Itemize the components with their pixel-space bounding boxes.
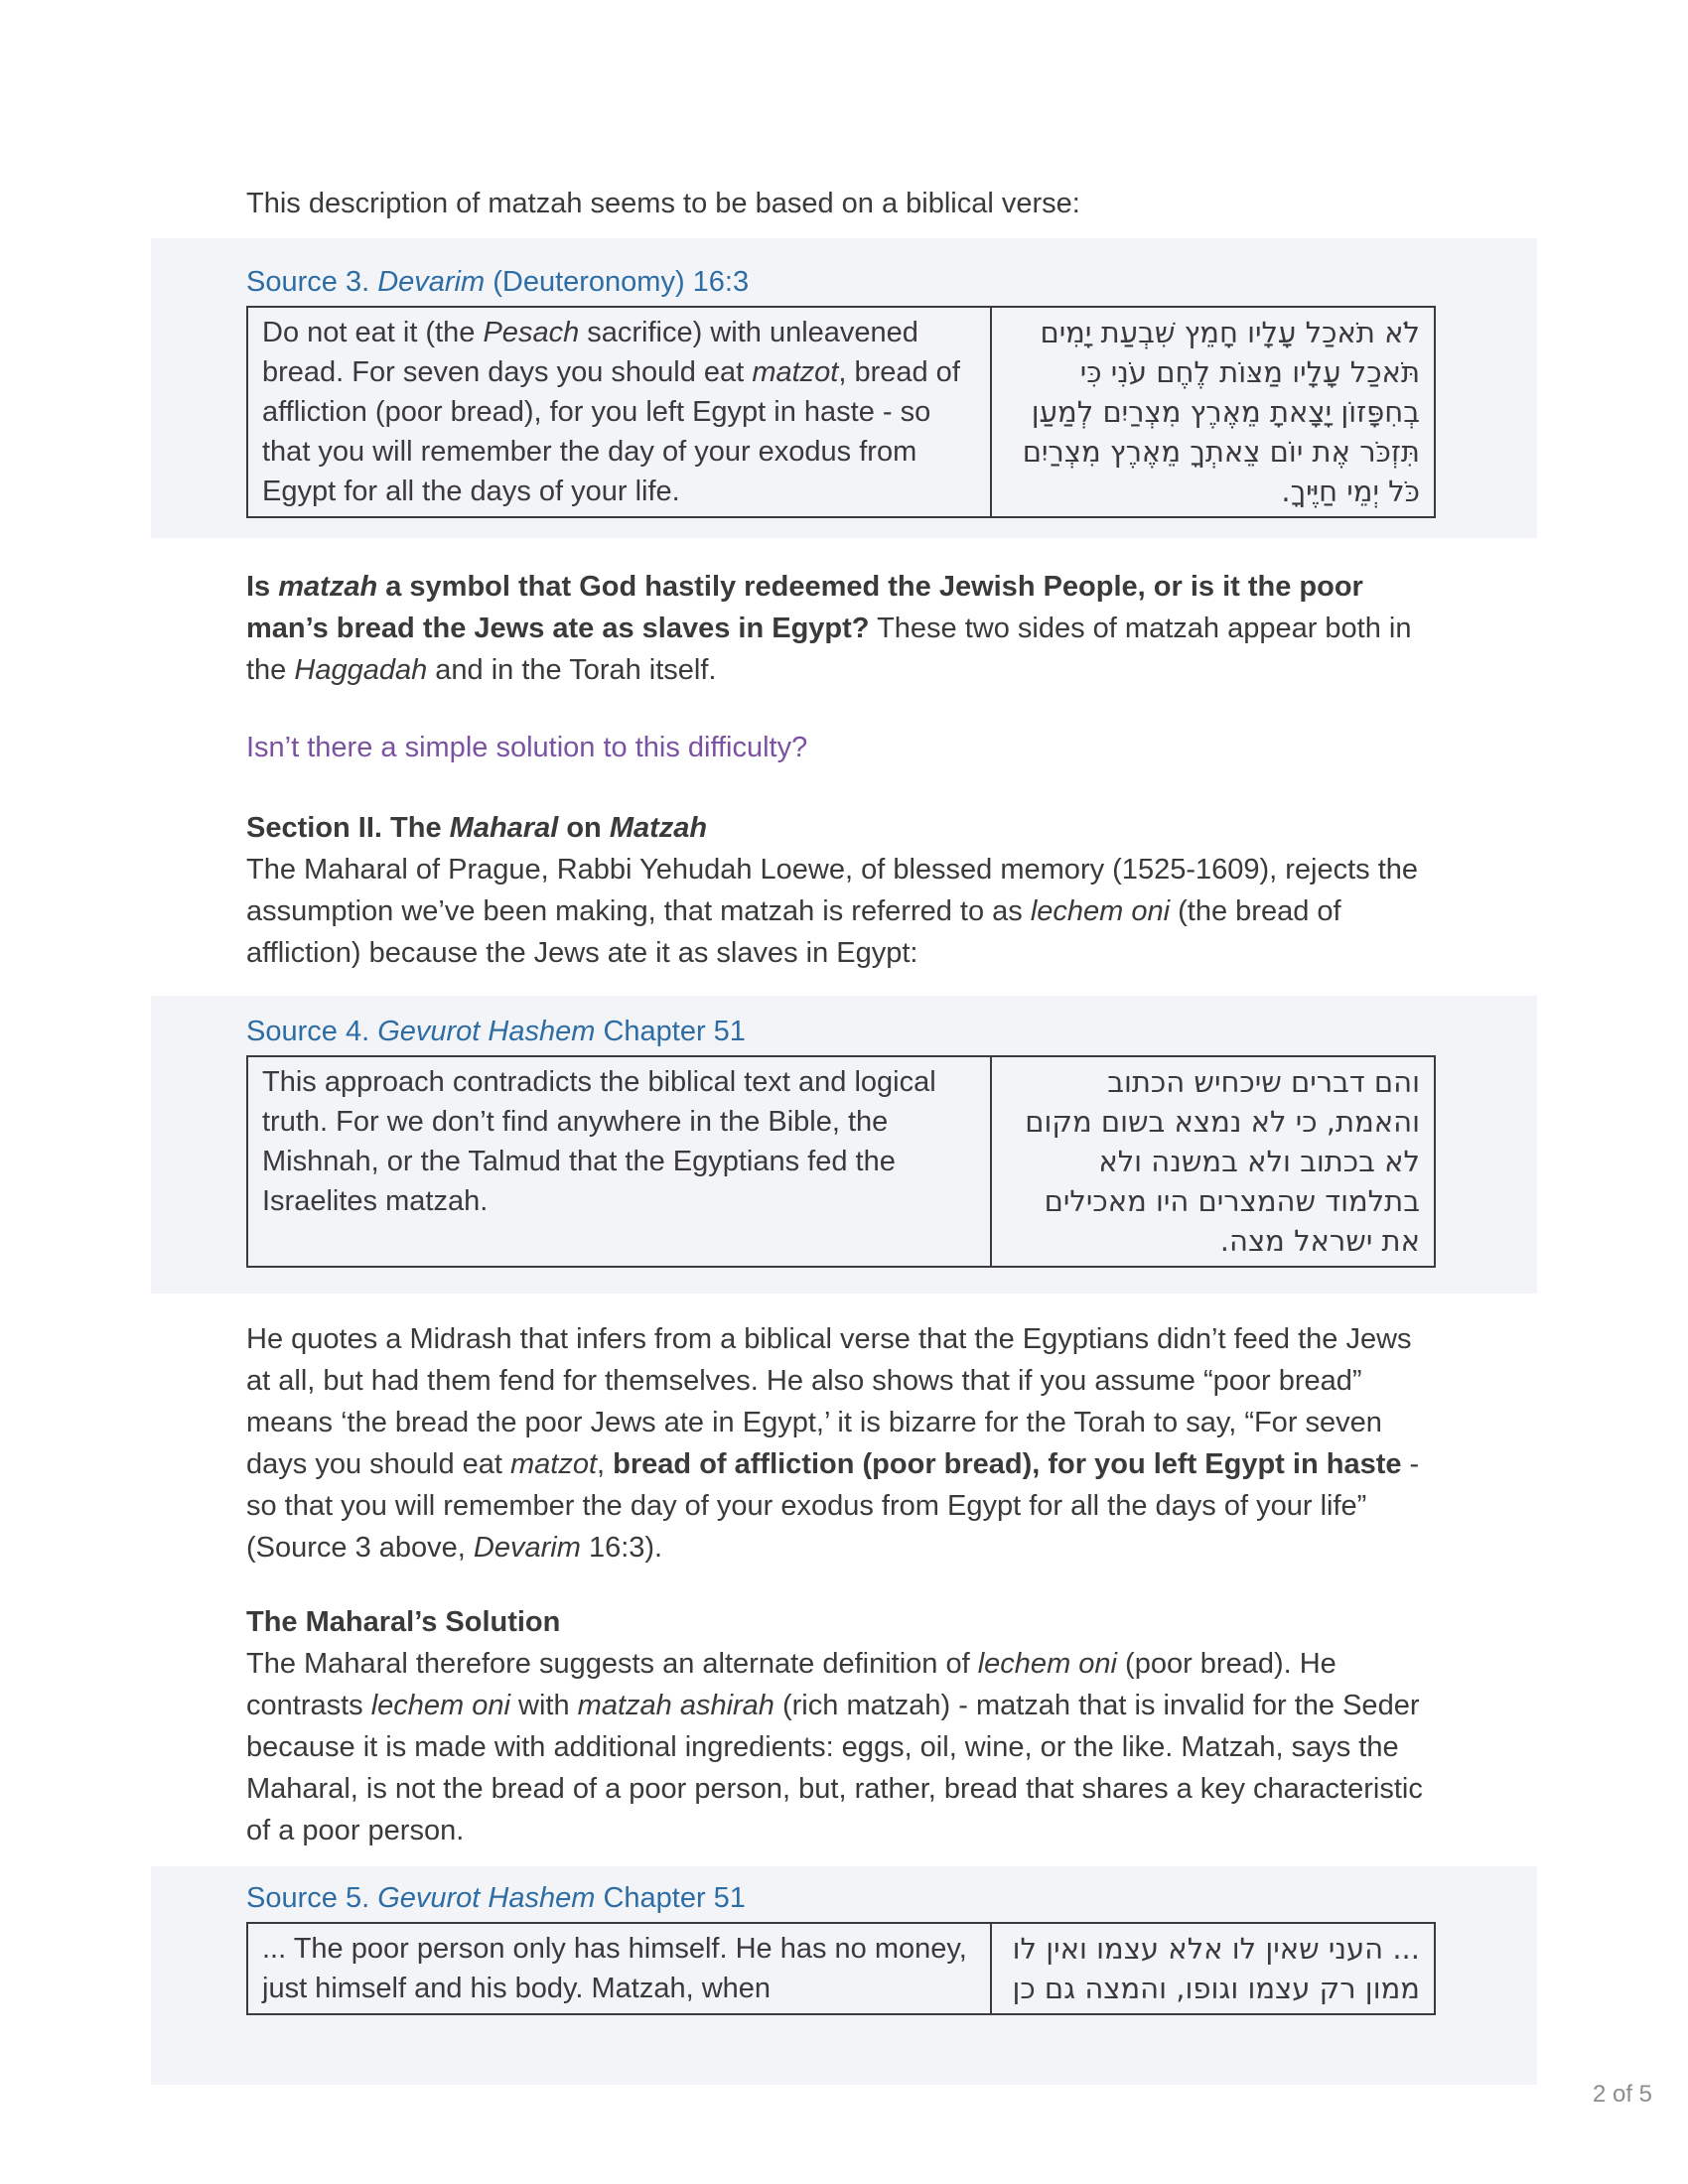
table-row [247,307,1435,517]
intro-paragraph: This description of matzah seems to be based on a biblical verse: [246,188,1080,219]
source-4-table [246,1055,1436,1268]
discussion-question: Isn’t there a simple solution to this difficulty? [246,732,808,763]
solution-heading: The Maharal’s Solution [246,1606,561,1638]
source-4-block [151,996,1537,1294]
source-3-heading: Source 3. Devarim (Deuteronomy) 16:3 [246,266,750,298]
source-4-english-cell: This approach contradicts the biblical text and logical truth. For we don’t find anywhere in the Bible, the Mishnah, or the Talmud that the Egyptians fed the Israelites matzah. [247,1056,991,1267]
source-3-table [246,306,1436,518]
source-5-table [246,1922,1436,2015]
source-5-block [151,1866,1537,2085]
source-5-hebrew-cell: ... העני שאין לו אלא עצמו ואין לו ממון רק עצמו וגופו, והמצה גם כן [991,1923,1435,2014]
question-paragraph: Is matzah a symbol that God hastily redeemed the Jewish People, or is it the poor man’s bread the Jews ate as slaves in Egypt? These two sides of matzah appear both in the Haggadah and in the Torah itself. [246,571,1412,686]
section-2-paragraph: The Maharal of Prague, Rabbi Yehudah Loewe, of blessed memory (1525-1609), rejects the assumption we’ve been making, that matzah is referred to as lechem oni (the bread of affliction) because the Jews ate it as slaves in Egypt: [246,854,1419,969]
source-5-english-cell: ... The poor person only has himself. He has no money, just himself and his body. Matzah, when [247,1923,991,2014]
source-3-english-cell: Do not eat it (the Pesach sacrifice) with unleavened bread. For seven days you should eat matzot, bread of affliction (poor bread), for you left Egypt in haste - so that you will remember the day of your exodus from Egypt for all the days of your life. [247,307,991,517]
table-row [247,1923,1435,2014]
source-5-heading: Source 5. Gevurot Hashem Chapter 51 [246,1882,746,1914]
source-3-hebrew-cell: לֹא תֹאכַל עָלָיו חָמֵץ שִׁבְעַת יָמִים תֹּאכַל עָלָיו מַצּוֹת לֶחֶם עֹנִי כִּי בְחִפָּזוֹן יָצָאתָ מֵאֶרֶץ מִצְרַיִם לְמַעַן תִּזְכֹּר אֶת יוֹם צֵאתְךָ מֵאֶרֶץ מִצְרַיִם כֹּל יְמֵי חַיֶּיךָ. [991,307,1435,517]
source-3-block [151,238,1537,538]
midrash-paragraph: He quotes a Midrash that infers from a biblical verse that the Egyptians didn’t feed the Jews at all, but had them fend for themselves. He also shows that if you assume “poor bread” means ‘the bread the poor Jews ate in Egypt,’ it is bizarre for the Torah to say, “For seven days you should eat matzot, bread of affliction (poor bread), for you left Egypt in haste - so that you will remember the day of your exodus from Egypt for all the days of your life” (Source 3 above, Devarim 16:3). [246,1323,1420,1564]
source-4-heading: Source 4. Gevurot Hashem Chapter 51 [246,1016,746,1047]
section-2-heading: Section II. The Maharal on Matzah [246,812,708,844]
solution-paragraph: The Maharal therefore suggests an alternate definition of lechem oni (poor bread). He contrasts lechem oni with matzah ashirah (rich matzah) - matzah that is invalid for the Seder because it is made with additional ingredients: eggs, oil, wine, or the like. Matzah, says the Maharal, is not the bread of a poor person, but, rather, bread that shares a key characteristic of a poor person. [246,1648,1423,1846]
page-number: 2 of 5 [1592,2081,1652,2108]
source-4-hebrew-cell: והם דברים שיכחיש הכתוב והאמת, כי לא נמצא בשום מקום לא בכתוב ולא במשנה ולא בתלמוד שהמצרים היו מאכילים את ישראל מצה. [991,1056,1435,1267]
table-row [247,1056,1435,1267]
